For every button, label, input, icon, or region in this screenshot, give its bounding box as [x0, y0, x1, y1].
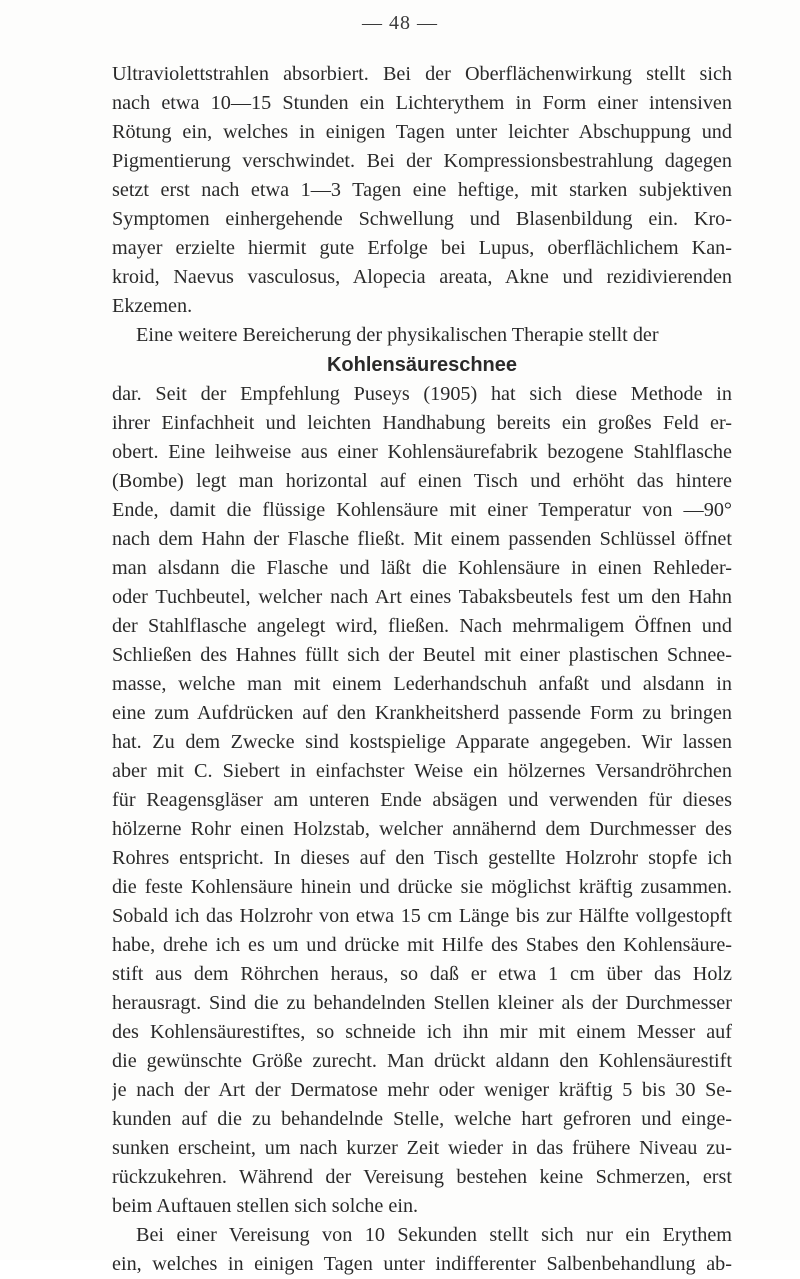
text-line: kunden auf die zu behandelnde Stelle, welche hart gefroren und einge-	[112, 1108, 732, 1130]
text-line: Ekzemen.	[112, 295, 193, 317]
text-line: Eine weitere Bereicherung der physikalischen Therapie stellt der	[136, 324, 659, 346]
text-line: dar. Seit der Empfehlung Puseys (1905) hat sich diese Methode in	[112, 383, 732, 405]
text-line: für Reagensgläser am unteren Ende absägen und verwenden für dieses	[112, 789, 732, 811]
text-line: masse, welche man mit einem Lederhandschuh anfaßt und alsdann in	[112, 673, 732, 695]
text-line: ihrer Einfachheit und leichten Handhabung bereits ein großes Feld er-	[112, 412, 732, 434]
text-line: Bei einer Vereisung von 10 Sekunden stellt sich nur ein Erythem	[136, 1224, 732, 1246]
text-line: aber mit C. Siebert in einfachster Weise ein hölzernes Versandröhrchen	[112, 760, 732, 782]
text-line: Pigmentierung verschwindet. Bei der Kompressionsbestrahlung dagegen	[112, 150, 732, 172]
text-line: die feste Kohlensäure hinein und drücke sie möglichst kräftig zusammen.	[112, 876, 732, 898]
text-line: obert. Eine leihweise aus einer Kohlensäurefabrik bezogene Stahlflasche	[112, 441, 732, 463]
text-line: Ende, damit die flüssige Kohlensäure mit einer Temperatur von —90°	[112, 499, 732, 521]
paragraph-method	[112, 380, 732, 1221]
page-number: — 48 —	[362, 12, 438, 34]
text-line: habe, drehe ich es um und drücke mit Hilfe des Stabes den Kohlensäure-	[112, 934, 732, 956]
text-line: rückzukehren. Während der Vereisung bestehen keine Schmerzen, erst	[112, 1166, 732, 1188]
text-line: sunken erscheint, um nach kurzer Zeit wieder in das frühere Niveau zu-	[112, 1137, 732, 1159]
text-line: Rohres entspricht. In dieses auf den Tisch gestellte Holzrohr stopfe ich	[112, 847, 732, 869]
text-line: Sobald ich das Holzrohr von etwa 15 cm Länge bis zur Hälfte vollgestopft	[112, 905, 732, 927]
text-line: setzt erst nach etwa 1—3 Tagen eine heftige, mit starken subjektiven	[112, 179, 732, 201]
text-line: hölzerne Rohr einen Holzstab, welcher annähernd dem Durchmesser des	[112, 818, 732, 840]
text-line: herausragt. Sind die zu behandelnden Stellen kleiner als der Durchmesser	[112, 992, 732, 1014]
text-line: oder Tuchbeutel, welcher nach Art eines Tabaksbeutels fest um den Hahn	[112, 586, 732, 608]
text-line: des Kohlensäurestiftes, so schneide ich ihn mir mit einem Messer auf	[112, 1021, 732, 1043]
text-line: mayer erzielte hiermit gute Erfolge bei Lupus, oberflächlichem Kan-	[112, 237, 732, 259]
text-line: ein, welches in einigen Tagen unter indifferenter Salbenbehandlung ab-	[112, 1253, 732, 1275]
paragraph-ultraviolet	[112, 60, 732, 321]
text-line: die gewünschte Größe zurecht. Man drückt aldann den Kohlensäurestift	[112, 1050, 732, 1072]
text-line: hat. Zu dem Zwecke sind kostspielige Apparate angegeben. Wir lassen	[112, 731, 732, 753]
text-line: Rötung ein, welches in einigen Tagen unter leichter Abschuppung und	[112, 121, 732, 143]
text-line: beim Auftauen stellen sich solche ein.	[112, 1195, 419, 1217]
text-line: nach etwa 10—15 Stunden ein Lichterythem in Form einer intensiven	[112, 92, 732, 114]
text-line: der Stahlflasche angelegt wird, fließen. Nach mehrmaligem Öffnen und	[112, 615, 732, 637]
paragraph-vereisung	[112, 1221, 732, 1279]
text-line: je nach der Art der Dermatose mehr oder weniger kräftig 5 bis 30 Se-	[112, 1079, 732, 1101]
paragraph-intro-heading	[112, 321, 732, 350]
text-line: kroid, Naevus vasculosus, Alopecia areata, Akne und rezidivierenden	[112, 266, 732, 288]
text-line: stift aus dem Röhrchen heraus, so daß er etwa 1 cm über das Holz	[112, 963, 732, 985]
text-line: man alsdann die Flasche und läßt die Kohlensäure in einen Rehleder-	[112, 557, 732, 579]
text-line: Symptomen einhergehende Schwellung und Blasenbildung ein. Kro-	[112, 208, 732, 230]
text-line: eine zum Aufdrücken auf den Krankheitsherd passende Form zu bringen	[112, 702, 732, 724]
text-line: nach dem Hahn der Flasche fließt. Mit einem passenden Schlüssel öffnet	[112, 528, 732, 550]
section-heading: Kohlensäureschnee	[326, 354, 518, 376]
text-line: Ultraviolettstrahlen absorbiert. Bei der Oberflächenwirkung stellt sich	[112, 63, 732, 85]
text-line: (Bombe) legt man horizontal auf einen Tisch und erhöht das hintere	[112, 470, 732, 492]
text-line: Schließen des Hahnes füllt sich der Beutel mit einer plastischen Schnee-	[112, 644, 732, 666]
